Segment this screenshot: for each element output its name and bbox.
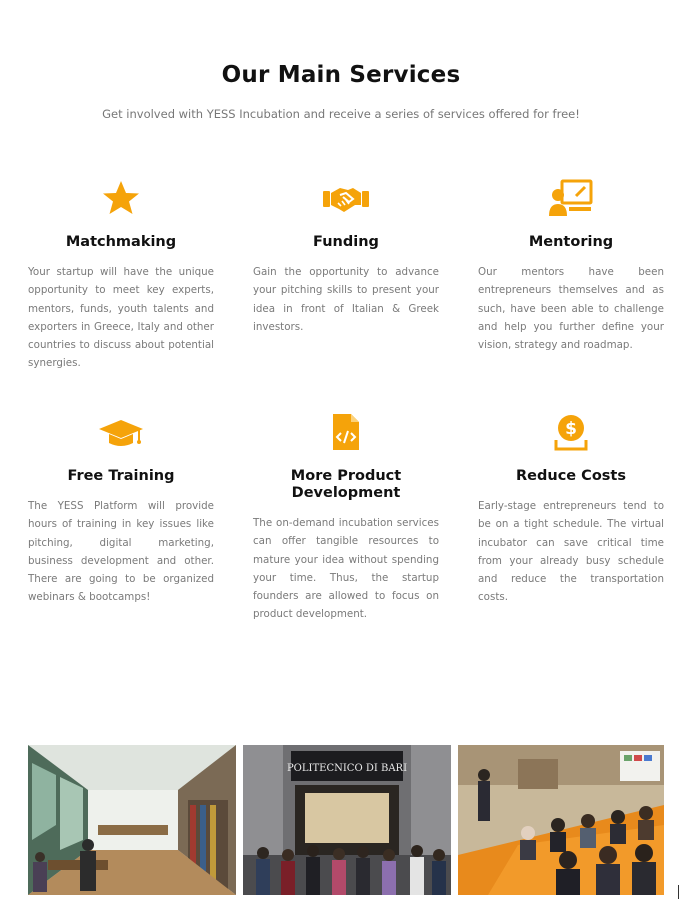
service-description: Gain the opportunity to advance your pitching skills to present your idea in front of Italian & Greek investors.	[253, 266, 439, 333]
service-title-line: Development	[291, 485, 401, 501]
library-photo	[28, 745, 236, 895]
service-title	[253, 468, 439, 502]
service-title: Mentoring	[528, 234, 614, 250]
service-title-line: More Product	[290, 468, 402, 484]
section-title: Our Main Services	[221, 62, 461, 88]
photo-gallery	[28, 745, 664, 895]
presentation-icon	[478, 178, 664, 218]
service-description: Our mentors have been entrepreneurs themselves and as such, have been able to challenge and help you further define your vision, strategy and roadmap.	[478, 266, 664, 352]
handshake-icon	[253, 178, 439, 218]
university-entrance-photo	[243, 745, 451, 895]
service-title: Reduce Costs	[516, 468, 626, 484]
text-cursor	[678, 885, 679, 899]
service-description: The on-demand incubation services can offer tangible resources to mature your idea without spending your time. Thus, the startup founders are allowed to focus on product development.	[253, 517, 439, 621]
code-file-icon	[253, 412, 439, 452]
auditorium-photo	[458, 745, 664, 895]
service-description: Your startup will have the unique opportunity to meet key experts, mentors, funds, youth talents and exporters in Greece, Italy and other countries to discuss about potential synergies.	[28, 266, 214, 370]
service-description: The YESS Platform will provide hours of training in key issues like pitching, digital marketing, business development and other. There are going to be organized webinars & bootcamps!	[28, 500, 214, 604]
service-title: Free Training	[67, 468, 175, 484]
star-icon	[28, 178, 214, 218]
svg-text:$: $	[565, 419, 577, 439]
dollar-coin-icon	[478, 412, 664, 452]
graduation-cap-icon	[28, 412, 214, 452]
service-title: Matchmaking	[65, 234, 177, 250]
service-title: Funding	[313, 234, 379, 250]
service-description: Early-stage entrepreneurs tend to be on a tight schedule. The virtual incubator can save critical time from your already busy schedule and reduce the transportation costs.	[478, 500, 664, 604]
entrance-sign: POLITECNICO DI BARI	[286, 763, 408, 774]
section-subtitle: Get involved with YESS Incubation and receive a series of services offered for free!	[102, 107, 580, 121]
